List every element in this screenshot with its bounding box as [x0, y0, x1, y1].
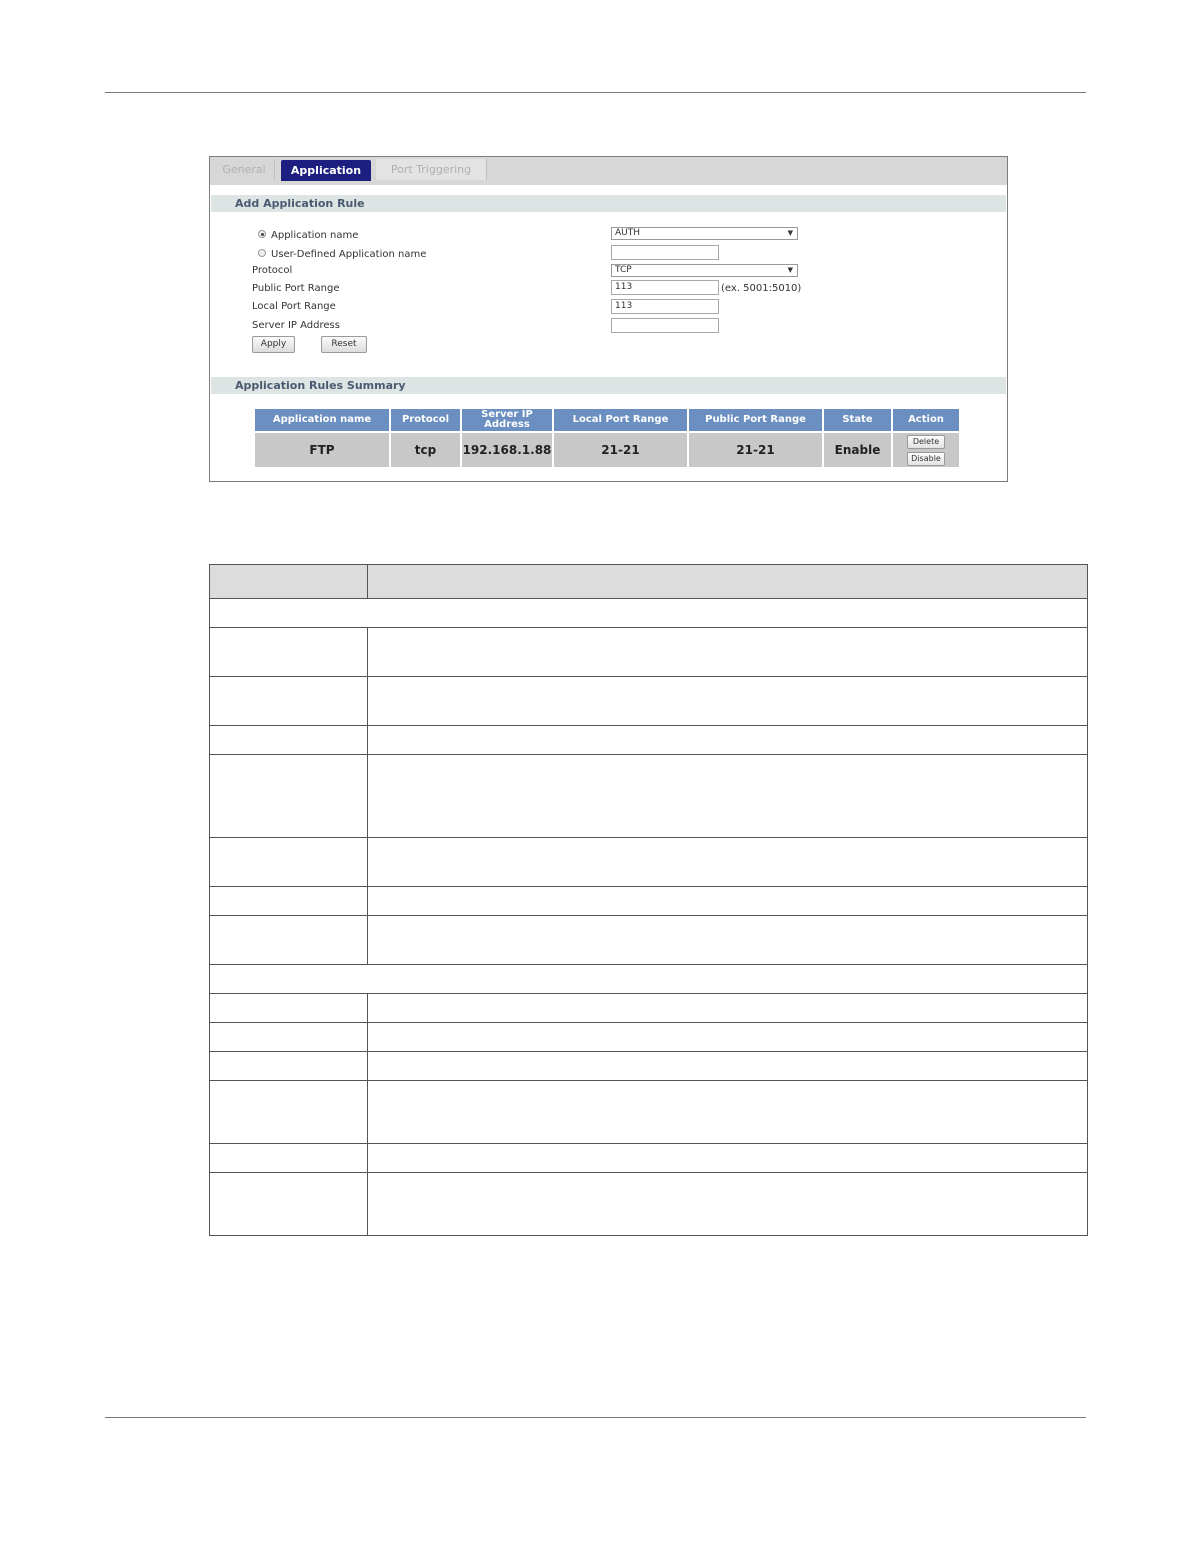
public-port-input[interactable]: 113: [611, 280, 719, 295]
desc-row: [210, 726, 1088, 755]
cell-public-port: 21-21: [689, 433, 822, 467]
col-protocol: Protocol: [391, 409, 460, 433]
user-defined-label: User-Defined Application name: [271, 249, 427, 260]
desc-row: [210, 755, 1088, 838]
desc-row: [210, 994, 1088, 1023]
cell-app-name: FTP: [255, 433, 389, 467]
top-rule: [105, 92, 1086, 93]
desc-section-row: [210, 599, 1088, 628]
col-state: State: [824, 409, 891, 433]
summary-header: Application Rules Summary: [211, 377, 1006, 394]
desc-section-row: [210, 965, 1088, 994]
table-row: [255, 433, 959, 467]
desc-row: [210, 1173, 1088, 1236]
dropdown-arrow-icon: ▼: [787, 266, 793, 274]
public-port-hint: (ex. 5001:5010): [721, 283, 802, 294]
table-header-row: [255, 409, 959, 433]
desc-row: [210, 916, 1088, 965]
col-application-name: Application name: [255, 409, 389, 433]
app-name-radio[interactable]: [258, 230, 266, 238]
col-action: Action: [893, 409, 959, 433]
cell-protocol: tcp: [391, 433, 460, 467]
desc-row: [210, 1023, 1088, 1052]
tab-general[interactable]: General: [214, 159, 275, 180]
tab-application[interactable]: Application: [281, 160, 371, 181]
col-local-port: Local Port Range: [554, 409, 687, 433]
tab-port-triggering[interactable]: Port Triggering: [376, 159, 487, 180]
desc-row: [210, 628, 1088, 677]
description-table: [209, 564, 1088, 1236]
desc-row: [210, 1144, 1088, 1173]
desc-row: [210, 1081, 1088, 1144]
reset-button[interactable]: Reset: [321, 336, 367, 353]
local-port-input[interactable]: 113: [611, 299, 719, 314]
tab-bar: [210, 157, 1007, 185]
server-ip-input[interactable]: [611, 318, 719, 333]
cell-server-ip: 192.168.1.88: [462, 433, 552, 467]
disable-button[interactable]: Disable: [907, 452, 945, 466]
desc-row: [210, 1052, 1088, 1081]
user-defined-radio[interactable]: [258, 249, 266, 257]
app-name-value: AUTH: [615, 228, 641, 238]
app-name-select[interactable]: [611, 227, 798, 240]
protocol-value: TCP: [615, 265, 632, 275]
apply-button[interactable]: Apply: [252, 336, 295, 353]
cell-state: Enable: [824, 433, 891, 467]
bottom-rule: [105, 1417, 1086, 1418]
delete-button[interactable]: Delete: [907, 435, 945, 449]
protocol-select[interactable]: [611, 264, 798, 277]
local-port-label: Local Port Range: [252, 301, 336, 312]
cell-action: [893, 433, 959, 467]
col-server-ip: Server IP Address: [462, 409, 552, 433]
add-rule-header: Add Application Rule: [211, 195, 1006, 212]
col-public-port: Public Port Range: [689, 409, 822, 433]
user-defined-input[interactable]: [611, 245, 719, 260]
cell-local-port: 21-21: [554, 433, 687, 467]
dropdown-arrow-icon: ▼: [787, 229, 793, 237]
public-port-label: Public Port Range: [252, 283, 340, 294]
server-ip-label: Server IP Address: [252, 320, 340, 331]
protocol-label: Protocol: [252, 265, 293, 276]
desc-row: [210, 838, 1088, 887]
rules-summary-table: [253, 409, 961, 467]
app-name-label: Application name: [271, 230, 359, 241]
desc-row: [210, 887, 1088, 916]
desc-row: [210, 677, 1088, 726]
desc-header-row: [210, 565, 1088, 599]
